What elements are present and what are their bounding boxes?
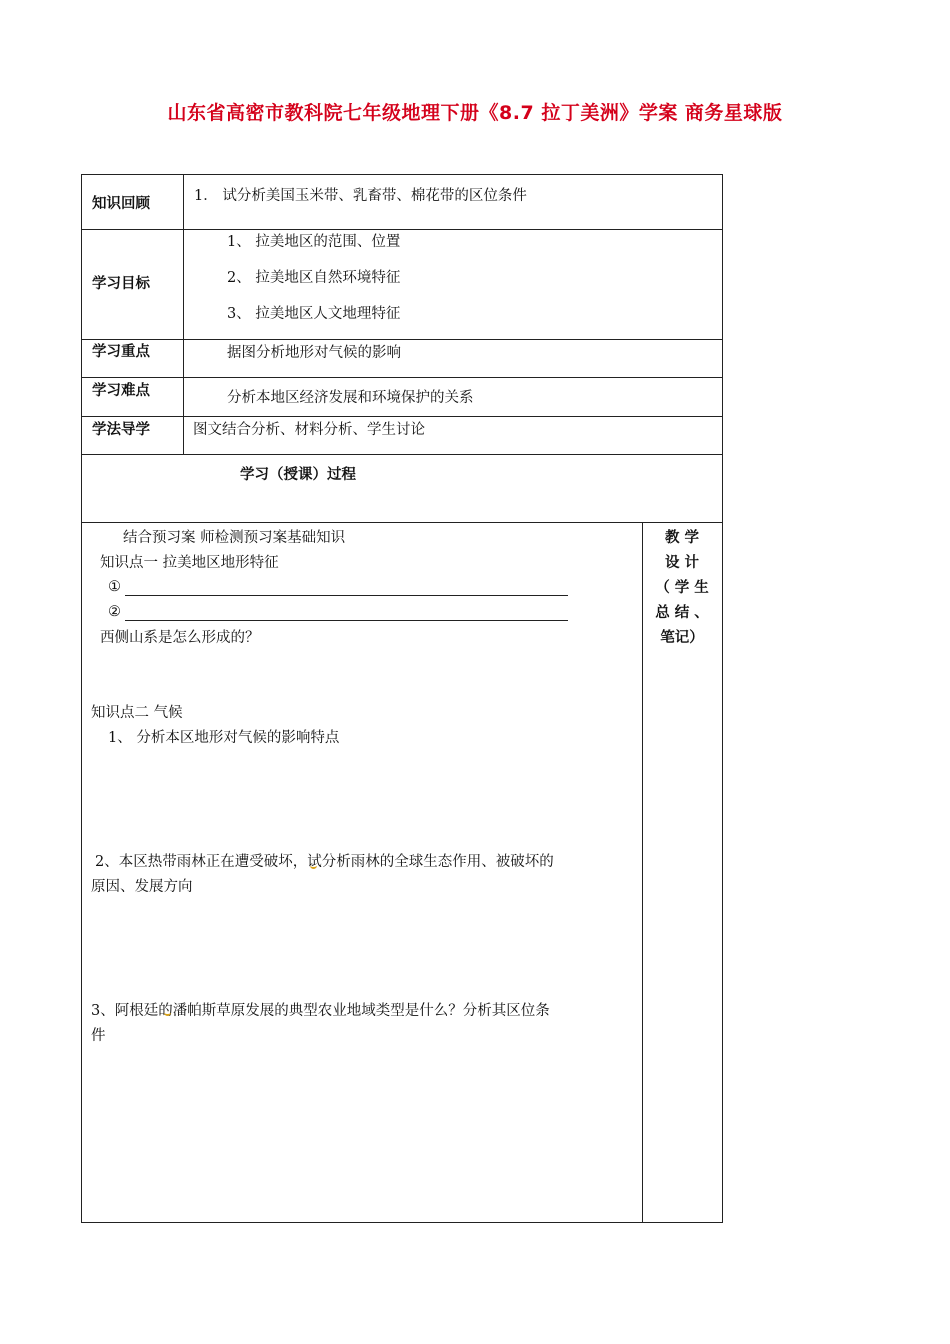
row-divider bbox=[81, 339, 723, 340]
question-west-mountains: 西侧山系是怎么形成的？ bbox=[100, 630, 260, 646]
method-content: 图文结合分析、材料分析、学生讨论 bbox=[193, 422, 425, 438]
table-border-bottom bbox=[81, 1222, 723, 1223]
table-border-right bbox=[722, 174, 723, 1223]
notes-heading-line: 教 学 bbox=[664, 530, 700, 546]
row-divider bbox=[81, 377, 723, 378]
intro-text: 结合预习案 师检测预习案基础知识 bbox=[123, 530, 346, 546]
label-column-divider bbox=[183, 174, 184, 455]
knowledge-point-1: 知识点一 拉美地区地形特征 bbox=[100, 555, 279, 571]
row-divider bbox=[81, 229, 723, 230]
notes-heading-line: 设 计 bbox=[664, 555, 700, 571]
answer-blank-line bbox=[125, 620, 568, 621]
goal-item: 3、 拉美地区人文地理特征 bbox=[227, 306, 401, 322]
row-divider bbox=[81, 416, 723, 417]
question-1: 1、 分析本区地形对气候的影响特点 bbox=[108, 730, 340, 746]
table-border-top bbox=[81, 174, 723, 175]
notes-heading-line: （ 学 生 bbox=[655, 580, 709, 596]
question-2-line-2: 原因、发展方向 bbox=[91, 879, 193, 895]
blank-marker-2: ② bbox=[108, 604, 121, 620]
review-label: 知识回顾 bbox=[92, 196, 150, 212]
process-heading: 学习（授课）过程 bbox=[240, 467, 356, 483]
question-3-line-1: 3、阿根廷的潘帕斯草原发展的典型农业地域类型是什么？分析其区位条 bbox=[91, 1003, 550, 1019]
knowledge-point-2: 知识点二 气候 bbox=[91, 705, 183, 721]
goal-item: 2、 拉美地区自然环境特征 bbox=[227, 270, 401, 286]
goals-label: 学习目标 bbox=[92, 276, 150, 292]
lesson-table bbox=[81, 174, 723, 1223]
difficulty-content: 分析本地区经济发展和环境保护的关系 bbox=[227, 390, 474, 406]
answer-blank-line bbox=[125, 595, 568, 596]
notes-column-heading bbox=[647, 526, 717, 651]
goal-item: 1、 拉美地区的范围、位置 bbox=[227, 234, 401, 250]
focus-content: 据图分析地形对气候的影响 bbox=[227, 345, 401, 361]
method-label: 学法导学 bbox=[92, 422, 150, 438]
document-title: 山东省高密市教科院七年级地理下册《8.7 拉丁美洲》学案 商务星球版 bbox=[167, 102, 783, 124]
row-divider bbox=[81, 454, 723, 455]
review-content: 1． 试分析美国玉米带、乳畜带、棉花带的区位条件 bbox=[194, 188, 527, 204]
notes-heading-line: 总 结 、 bbox=[655, 605, 709, 621]
question-2-line-1: 2、本区热带雨林正在遭受破坏，试分析雨林的全球生态作用、被破坏的 bbox=[95, 854, 554, 870]
table-border-left bbox=[81, 174, 82, 1223]
notes-heading-line: 笔记） bbox=[660, 630, 704, 646]
notes-column-divider bbox=[642, 522, 643, 1223]
difficulty-label: 学习难点 bbox=[92, 383, 150, 399]
row-divider bbox=[81, 522, 723, 523]
blank-marker-1: ① bbox=[108, 579, 121, 595]
question-3-line-2: 件 bbox=[91, 1028, 106, 1044]
focus-label: 学习重点 bbox=[92, 344, 150, 360]
